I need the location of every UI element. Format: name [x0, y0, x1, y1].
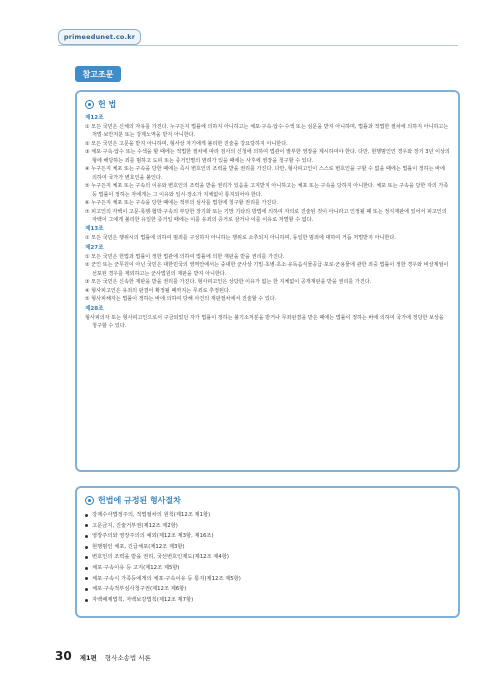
procedure-text: 고문금지, 진술거부권(제12조 제2항) [92, 522, 178, 529]
procedure-item [85, 574, 450, 585]
procedure-text: 체포·구속이유 등 고지(제12조 제5항) [92, 564, 180, 571]
article-paragraph: ② 모든 국민은 고문을 받지 아니하며, 형사상 자기에게 불리한 진술을 강요당하지 아니한다. [85, 140, 288, 147]
article-block [85, 305, 450, 331]
bullet-dot-icon [85, 599, 88, 602]
procedure-item [85, 584, 450, 595]
bullet-dot-icon [85, 588, 88, 591]
procedure-item [85, 510, 450, 521]
procedure-text: 체포·구속시 가족등에게의 체포·구속이유 등 통지(제12조 제5항) [92, 575, 241, 582]
article-paragraph: ② 군인 또는 군무원이 아닌 국민은 대한민국의 영역안에서는 중대한 군사상 기밀·초병·초소·유독음식물공급·포로·군용물에 관한 죄중 법률이 정한 경우와 비상계엄이 선포된 경우를 제외하고는 군사법원의 재판을 받지 아니한다. [85, 262, 449, 277]
article-heading: 제12조 [85, 115, 104, 121]
procedure-item [85, 531, 450, 542]
bullet-dot-icon [85, 567, 88, 570]
article-paragraph: ⑤ 누구든지 체포 또는 구속의 이유와 변호인의 조력을 받을 권리가 있음을 고지받지 아니하고는 체포 또는 구속을 당하지 아니한다. 체포 또는 구속을 당한 자의 가족등 법률이 정하는 자에게는 그 이유와 일시·장소가 지체없이 통지되어야 한다. [85, 183, 449, 198]
procedure-item [85, 521, 450, 532]
procedure-text: 영장주의와 영장주의의 예외(제12조 제3항, 제16조) [92, 533, 214, 540]
article-block [85, 114, 450, 224]
article-list [85, 114, 450, 331]
article-paragraph: 형사피의자 또는 형사피고인으로서 구금되었던 자가 법률이 정하는 불기소처분을 받거나 무죄판결을 받은 때에는 법률이 정하는 바에 의하여 국가에 정당한 보상을 청구할 수 있다. [85, 314, 444, 330]
bullet-dot-icon [85, 546, 88, 549]
article-paragraph: ③ 체포·구속·압수 또는 수색을 할 때에는 적법한 절차에 따라 검사의 신청에 의하여 법관이 발부한 영장을 제시하여야 한다. 다만, 현행범인인 경우와 장기 3년 이상의 형에 해당하는 죄를 범하고 도피 또는 증거인멸의 염려가 있을 때에는 사후에 영장을 청구할 수 있다. [85, 149, 450, 164]
procedures-box [75, 486, 460, 618]
procedure-item [85, 542, 450, 553]
constitution-box [75, 90, 460, 472]
procedure-text: 변호인의 조력을 받을 권리, 국선변호인제도(제12조 제4항) [92, 554, 229, 561]
article-block [85, 225, 450, 242]
page-footer [55, 649, 151, 663]
procedure-text: 자백배제법칙, 자백보강법칙(제12조 제7항) [92, 596, 194, 603]
procedure-text: 체포·구속적부심사청구권(제12조 제6항) [92, 586, 187, 593]
article-paragraph: ① 모든 국민은 행위시의 법률에 의하여 범죄를 구성하지 아니하는 행위로 소추되지 아니하며, 동일한 범죄에 대하여 거듭 처벌받지 아니한다. [85, 235, 396, 242]
article-paragraph: ⑦ 피고인의 자백이 고문·폭행·협박·구속의 부당한 장기화 또는 기망 기타의 방법에 의하여 자의로 진술된 것이 아니라고 인정될 때 또는 정식재판에 있어서 피고인의 자백이 그에게 불리한 유일한 증거일 때에는 이를 유죄의 증거로 삼거나 이를 이유로 처벌할 수 없다. [85, 208, 447, 223]
procedures-header [85, 494, 450, 507]
article-paragraph: ③ 모든 국민은 신속한 재판을 받을 권리를 가진다. 형사피고인은 상당한 이유가 없는 한 지체없이 공개재판을 받을 권리를 가진다. [85, 279, 372, 286]
article-block [85, 244, 450, 304]
bullet-dot-icon [85, 535, 88, 538]
procedure-text: 현행범인 체포, 긴급체포(제12조 제3항) [92, 543, 185, 550]
procedure-text: 강제수사법정주의, 적법절차의 원칙(제12조 제1항) [92, 512, 211, 518]
article-heading: 제13조 [85, 226, 104, 233]
constitution-title: 헌 법 [98, 100, 117, 109]
article-paragraph: ⑤ 형사피해자는 법률이 정하는 바에 의하여 당해 사건의 재판절차에서 진술할 수 있다. [85, 296, 277, 303]
bullet-dot-icon [85, 524, 88, 527]
header-divider [58, 45, 458, 46]
bullseye-icon [85, 100, 94, 109]
site-url-tab: primeedunet.co.kr [58, 29, 141, 45]
article-paragraph: ① 모든 국민은 신체의 자유를 가진다. 누구든지 법률에 의하지 아니하고는 체포·구속·압수·수색 또는 심문을 받지 아니하며, 법률과 적법한 절차에 의하지 아니하고는 처벌·보안처분 또는 강제노역을 받지 아니한다. [85, 124, 449, 139]
procedure-item [85, 563, 450, 574]
chapter-label: 형사소송법 서론 [104, 654, 151, 662]
constitution-header [85, 98, 450, 111]
article-paragraph: ④ 누구든지 체포 또는 구속을 당한 때에는 즉시 변호인의 조력을 받을 권리를 가진다. 다만, 형사피고인이 스스로 변호인을 구할 수 없을 때에는 법률이 정하는 바에 의하여 국가가 변호인을 붙인다. [85, 166, 445, 181]
article-heading: 제27조 [85, 244, 104, 251]
procedure-item [85, 552, 450, 563]
bullet-dot-icon [85, 577, 88, 580]
bullseye-icon [85, 496, 94, 505]
bullet-dot-icon [85, 514, 88, 517]
procedure-list [85, 510, 450, 605]
reference-label: 참고조문 [75, 66, 121, 82]
article-paragraph: ④ 형사피고인은 유죄의 판결이 확정될 때까지는 무죄로 추정된다. [85, 287, 231, 294]
part-label: 제1편 [79, 654, 97, 662]
bullet-dot-icon [85, 556, 88, 559]
procedures-title: 헌법에 규정된 형사절차 [98, 496, 181, 505]
article-paragraph: ① 모든 국민은 헌법과 법률이 정한 법관에 의하여 법률에 의한 재판을 받을 권리를 가진다. [85, 253, 285, 260]
page-number: 30 [55, 649, 72, 663]
procedure-item [85, 595, 450, 606]
article-heading: 제28조 [85, 305, 104, 312]
article-paragraph: ⑥ 누구든지 체포 또는 구속을 당한 때에는 적부의 심사를 법원에 청구할 권리를 가진다. [85, 200, 278, 207]
